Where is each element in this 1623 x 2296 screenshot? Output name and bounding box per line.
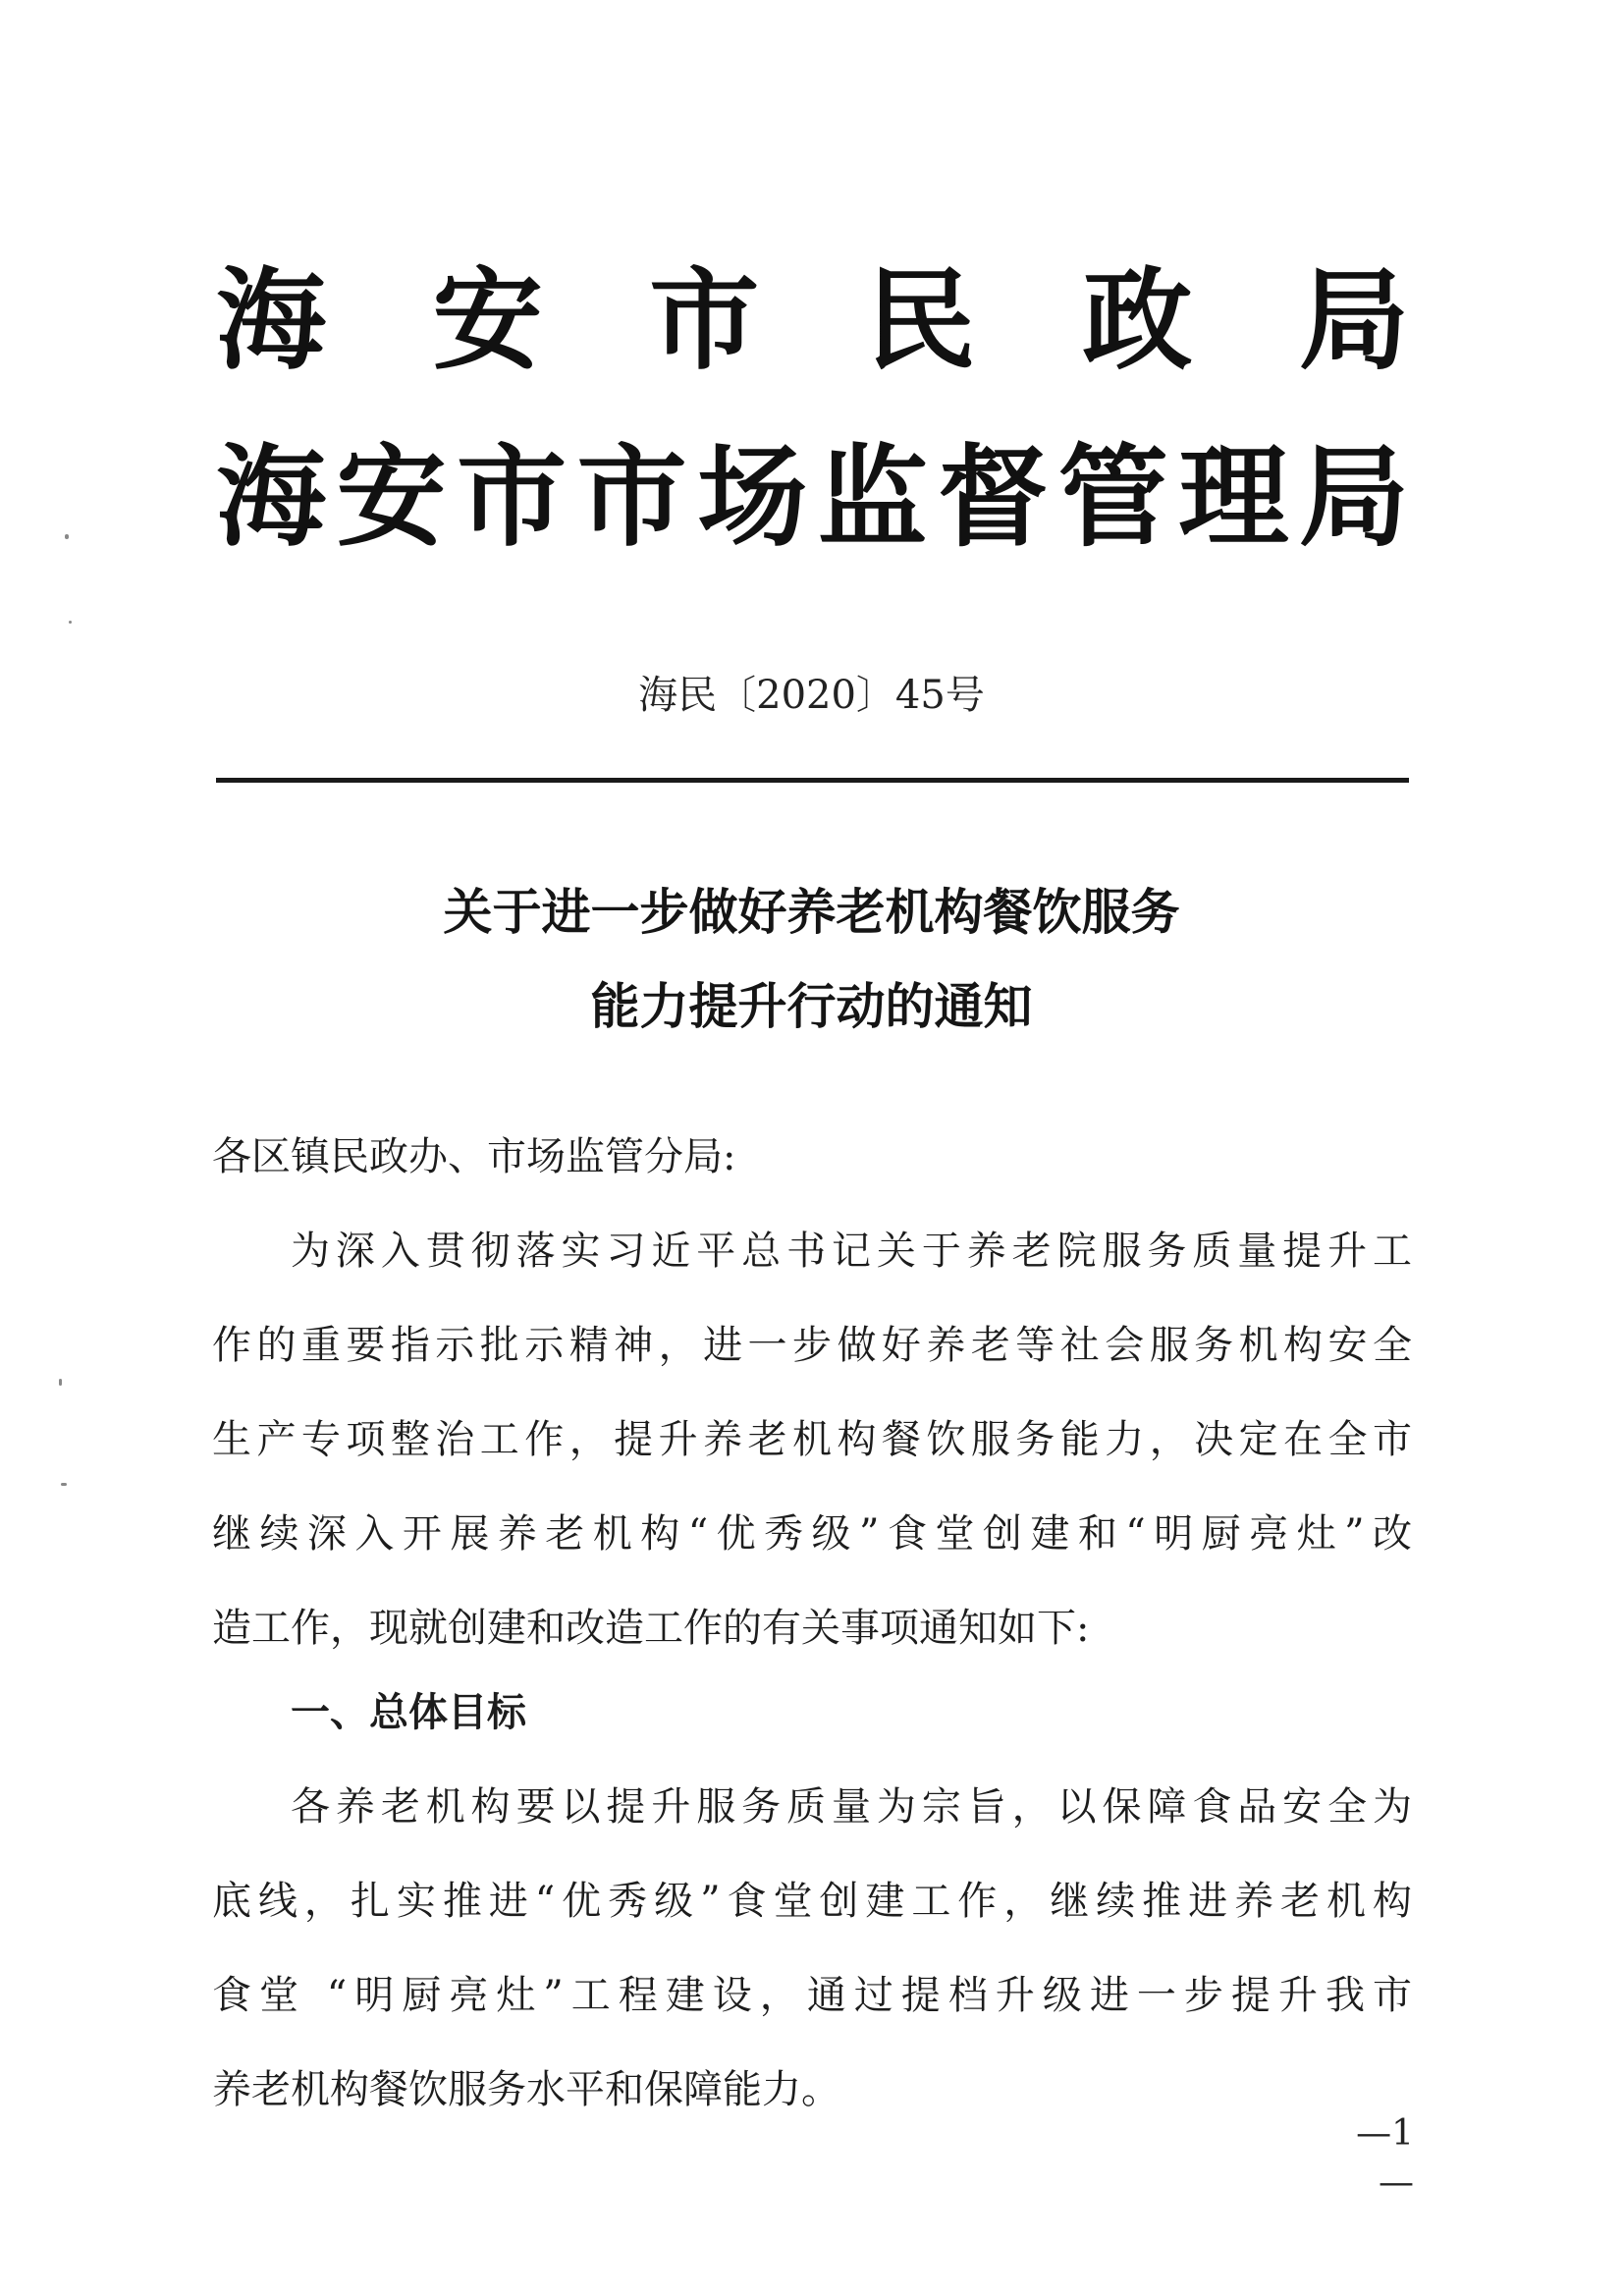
header-char: 局: [1298, 257, 1409, 385]
paragraph-line: 作的重要指示批示精神，进一步做好养老等社会服务机构安全: [212, 1323, 1412, 1368]
document-number: 海民〔2020〕45号: [638, 673, 985, 718]
paragraph-line: 养老机构餐饮服务水平和保障能力。: [212, 2067, 840, 2112]
header-char: 海: [216, 257, 326, 385]
header-divider: [216, 778, 1409, 783]
issuer-header-market-supervision: [216, 434, 1409, 562]
scan-speck: [65, 534, 69, 539]
salutation: 各区镇民政办、市场监管分局:: [212, 1134, 736, 1179]
header-char: 理: [1178, 434, 1289, 562]
scan-speck: [61, 1483, 67, 1486]
header-char: 市: [457, 434, 568, 562]
header-char: 场: [697, 434, 808, 562]
section-heading: 一、总体目标: [291, 1690, 526, 1735]
header-char: 管: [1057, 434, 1168, 562]
header-char: 民: [865, 257, 976, 385]
issuer-header-civil-affairs: [216, 257, 1409, 385]
paragraph-line: 生产专项整治工作，提升养老机构餐饮服务能力，决定在全市: [212, 1417, 1412, 1462]
document-title-line-1: 关于进一步做好养老机构餐饮服务: [443, 884, 1180, 941]
header-char: 海: [216, 434, 326, 562]
paragraph-line: 造工作，现就创建和改造工作的有关事项通知如下:: [212, 1606, 1090, 1651]
scan-speck: [69, 621, 72, 624]
scan-speck: [59, 1379, 62, 1386]
paragraph-line: 为深入贯彻落实习近平总书记关于养老院服务质量提升工: [291, 1229, 1412, 1274]
header-char: 安: [432, 257, 543, 385]
header-char: 督: [938, 434, 1049, 562]
header-char: 局: [1298, 434, 1409, 562]
paragraph-line: 各养老机构要以提升服务质量为宗旨，以保障食品安全为: [291, 1784, 1412, 1830]
document-title-line-2: 能力提升行动的通知: [590, 978, 1033, 1035]
paragraph-line: 继续深入开展养老机构“优秀级”食堂创建和“明厨亮灶”改: [212, 1511, 1412, 1557]
header-char: 市: [576, 434, 687, 562]
page-number: —1—: [1356, 2113, 1414, 2203]
header-char: 安: [336, 434, 447, 562]
paragraph-line: 底线，扎实推进“优秀级”食堂创建工作，继续推进养老机构: [212, 1879, 1412, 1924]
header-char: 监: [817, 434, 928, 562]
paragraph-line: 食堂 “明厨亮灶”工程建设，通过提档升级进一步提升我市: [212, 1973, 1412, 2018]
header-char: 政: [1082, 257, 1193, 385]
header-char: 市: [649, 257, 760, 385]
